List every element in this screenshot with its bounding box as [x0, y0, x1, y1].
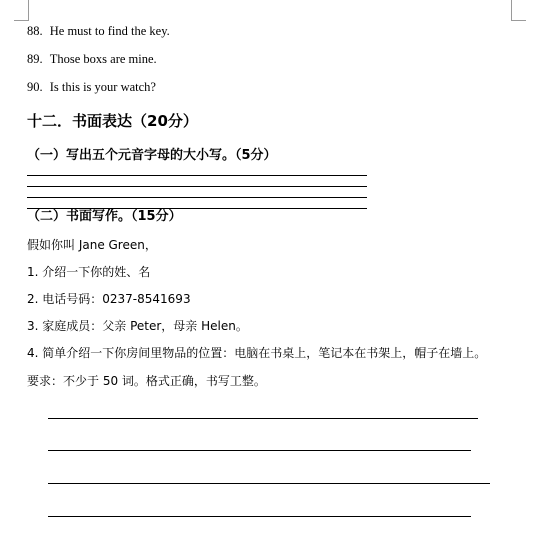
question-88: [27, 23, 170, 39]
crop-mark-right: [511, 0, 526, 21]
writing-item-2: 2. 电话号码：0237-8541693: [27, 292, 191, 306]
answer-line-3: [48, 483, 490, 484]
crop-mark-left: [14, 0, 29, 21]
writing-item-3: 3. 家庭成员：父亲 Peter，母亲 Helen。: [27, 319, 248, 333]
question-90: [27, 79, 156, 95]
question-89: [27, 51, 157, 67]
writing-intro: 假如你叫 Jane Green，: [27, 238, 157, 252]
question-number: 90.: [27, 80, 43, 94]
writing-requirement: 要求：不少于 50 词。格式正确，书写工整。: [27, 374, 266, 388]
writing-guide-line-3: [27, 197, 367, 198]
question-text: Those boxs are mine.: [49, 52, 157, 66]
question-number: 89.: [27, 52, 43, 66]
part1-title: （一）写出五个元音字母的大小写。（5分）: [27, 148, 277, 163]
section-title: 十二．书面表达（20分）: [27, 112, 198, 130]
answer-line-4: [48, 516, 471, 517]
question-text: He must to find the key.: [49, 24, 170, 38]
question-text: Is this is your watch?: [49, 80, 156, 94]
question-number: 88.: [27, 24, 43, 38]
answer-line-2: [48, 450, 471, 451]
writing-item-1: 1. 介绍一下你的姓、名: [27, 265, 151, 279]
writing-item-4: 4. 简单介绍一下你房间里物品的位置：电脑在书桌上，笔记本在书架上，帽子在墙上。: [27, 346, 487, 360]
writing-guide-line-1: [27, 175, 367, 176]
answer-line-1: [48, 418, 478, 419]
writing-guide-line-2: [27, 186, 367, 187]
part2-title: （二）书面写作。（15分）: [27, 209, 182, 224]
